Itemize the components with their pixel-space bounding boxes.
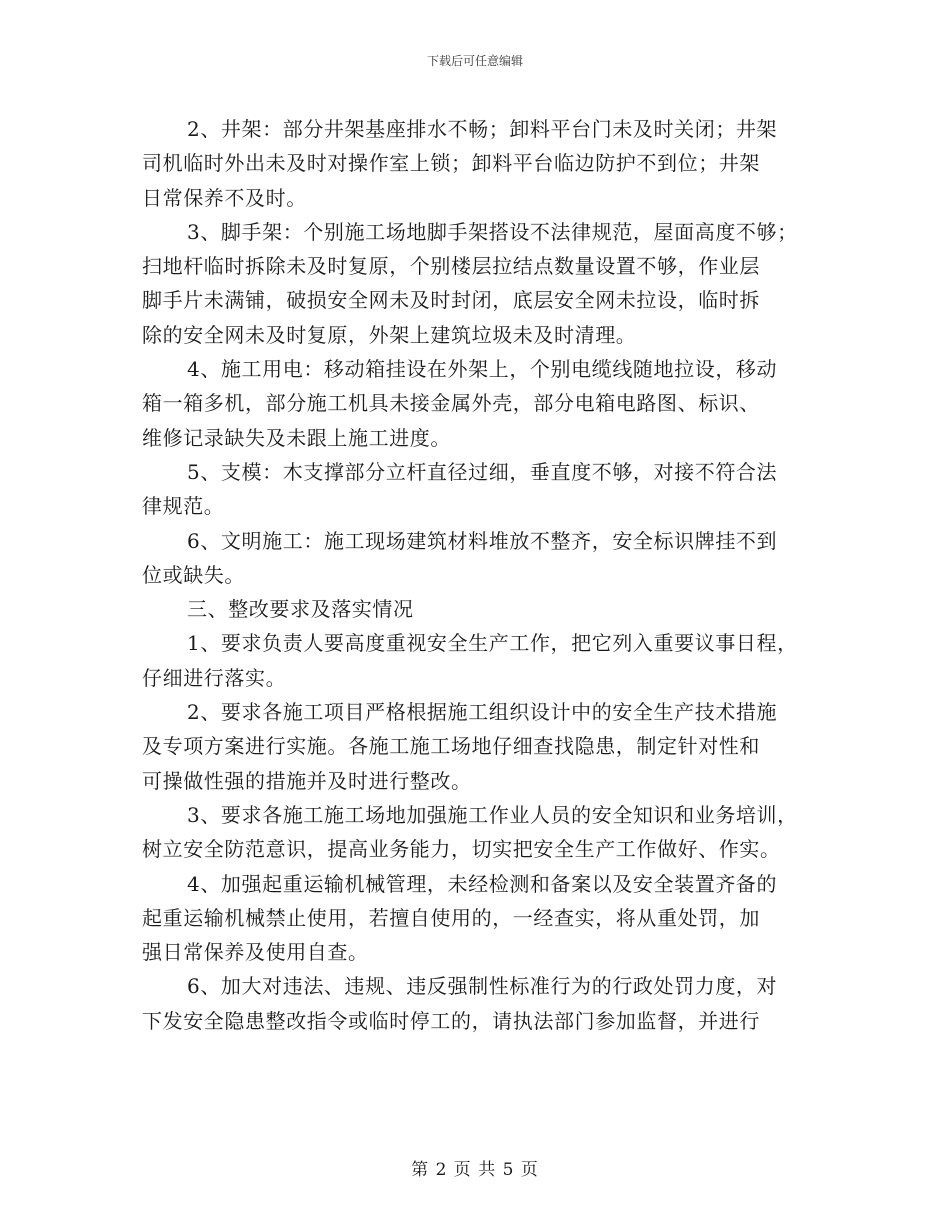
- text-line: 箱一箱多机，部分施工机具未接金属外壳，部分电箱电路图、标识、: [142, 391, 760, 416]
- text-line: 日常保养不及时。: [142, 185, 307, 210]
- text-line: 司机临时外出未及时对操作室上锁；卸料平台临边防护不到位；井架: [142, 151, 760, 176]
- text-line: 仔细进行落实。: [142, 665, 287, 690]
- text-line: 树立安全防范意识，提高业务能力，切实把安全生产工作做好、作实。: [142, 837, 781, 862]
- text-line: 3、要求各施工施工场地加强施工作业人员的安全知识和业务培训，: [187, 802, 798, 827]
- text-line: 除的安全网未及时复原，外架上建筑垃圾未及时清理。: [142, 322, 637, 347]
- text-line: 强日常保养及使用自查。: [142, 940, 369, 965]
- document-body: [142, 112, 822, 1038]
- text-line: 脚手片未满铺，破损安全网未及时封闭，底层安全网未拉设，临时拆: [142, 288, 760, 313]
- page-footer: 第 2 页 共 5 页: [411, 1160, 539, 1180]
- text-line: 2、要求各施工项目严格根据施工组织设计中的安全生产技术措施: [187, 700, 778, 725]
- text-line: 5、支模：木支撑部分立杆直径过细，垂直度不够，对接不符合法: [187, 459, 778, 484]
- text-line: 可操做性强的措施并及时进行整改。: [142, 768, 472, 793]
- text-line: 3、脚手架：个别施工场地脚手架搭设不法律规范，屋面高度不够；: [187, 219, 798, 244]
- text-line: 4、加强起重运输机械管理，未经检测和备案以及安全装置齐备的: [187, 871, 778, 896]
- text-line: 位或缺失。: [142, 562, 245, 587]
- text-line: 扫地杆临时拆除未及时复原，个别楼层拉结点数量设置不够，作业层: [142, 254, 760, 279]
- text-line: 维修记录缺失及未跟上施工进度。: [142, 425, 451, 450]
- text-line: 下发安全隐患整改指令或临时停工的，请执法部门参加监督，并进行: [142, 1008, 760, 1033]
- text-line: 2、井架：部分井架基座排水不畅；卸料平台门未及时关闭；井架: [187, 117, 778, 141]
- text-line: 4、施工用电：移动箱挂设在外架上，个别电缆线随地拉设，移动: [187, 357, 778, 382]
- text-line: 律规范。: [142, 494, 225, 519]
- text-line: 6、文明施工：施工现场建筑材料堆放不整齐，安全标识牌挂不到: [187, 528, 778, 553]
- text-line: 6、加大对违法、违规、违反强制性标准行为的行政处罚力度，对: [187, 974, 778, 999]
- text-line: 起重运输机械禁止使用，若擅自使用的，一经查实，将从重处罚，加: [142, 905, 760, 930]
- text-line: 及专项方案进行实施。各施工施工场地仔细查找隐患，制定针对性和: [142, 734, 760, 759]
- page-header: 下载后可任意编辑: [426, 54, 523, 68]
- text-line: 1、要求负责人要高度重视安全生产工作，把它列入重要议事日程，: [187, 631, 798, 656]
- text-line: 三、整改要求及落实情况: [187, 597, 414, 622]
